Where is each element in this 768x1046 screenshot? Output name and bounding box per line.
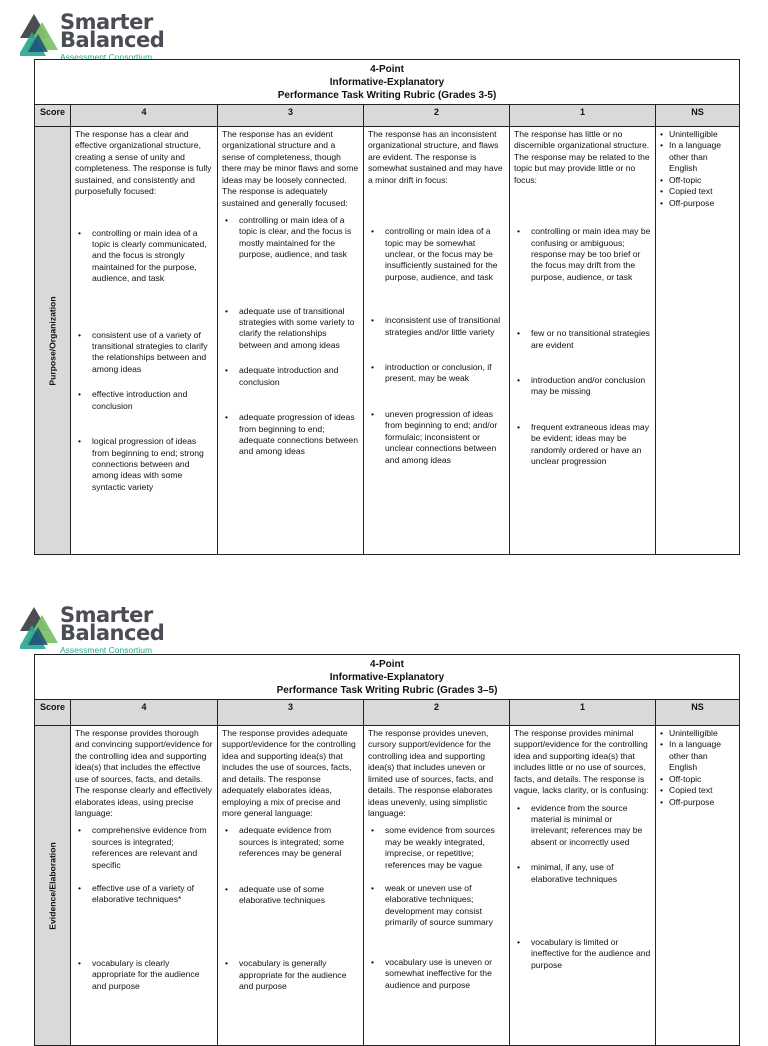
ns-item: • Off-topic — [660, 774, 735, 785]
category-cell — [35, 726, 71, 1046]
criterion-item: • controlling or main idea of a topic may be somewhat unclear, or the focus may be insufficiently sustained for the purpose, audience, and task — [368, 226, 505, 283]
title-points: 4-Point — [370, 64, 404, 75]
score-3-cell — [218, 726, 364, 1046]
criterion-item: • vocabulary use is uneven or somewhat ineffective for the audience and purpose — [368, 957, 505, 991]
criterion-item: • adequate evidence from sources is integrated; some references may be general — [222, 825, 359, 859]
logo-wordmark-smarter: Smarter — [60, 603, 153, 627]
category-label: Evidence/Elaboration — [46, 841, 57, 930]
ns-item: • Copied text — [660, 186, 735, 197]
criterion-item: • adequate progression of ideas from beginning to end; adequate connections between and among ideas — [222, 412, 359, 458]
header-ns: NS — [656, 700, 740, 726]
criterion-item: • vocabulary is limited or ineffective for the audience and purpose — [514, 937, 651, 971]
header-score-4: 4 — [71, 105, 218, 127]
ns-item: • Off-topic — [660, 175, 735, 186]
criterion-item: • some evidence from sources may be weakly integrated, imprecise, or repetitive; references may be vague — [368, 825, 505, 871]
logo-wordmark-smarter: Smarter — [60, 10, 153, 34]
header-score-3: 3 — [218, 700, 364, 726]
logo-wordmark-balanced: Balanced — [60, 28, 165, 52]
criterion-item: • vocabulary is clearly appropriate for the audience and purpose — [75, 958, 213, 992]
logo-triangles-icon — [20, 605, 60, 651]
score-4-cell — [71, 127, 218, 555]
smarter-balanced-logo — [20, 603, 165, 655]
logo-triangles-icon — [20, 12, 60, 58]
ns-item: • Off-purpose — [660, 198, 735, 209]
ns-item: • Off-purpose — [660, 797, 735, 808]
score-4-cell — [71, 726, 218, 1046]
title-genre: Informative-Explanatory — [329, 672, 445, 683]
ns-item: • In a language other than English — [660, 739, 735, 773]
score-3-description: The response provides adequate support/evidence for the controlling idea and supporting idea(s) that includes the use of sources, facts, and details. The response adequately elaborates ideas, employing a mix of precise and more general language: — [222, 728, 356, 818]
ns-item: • Copied text — [660, 785, 735, 796]
score-1-description: The response provides minimal support/evidence for the controlling idea and supporting idea(s) that includes little or no use of sources, facts, and details. The response is vague, lacks clarity, or is confusing: — [514, 728, 649, 796]
ns-item: • Unintelligible — [660, 129, 735, 140]
criterion-item: • few or no transitional strategies are evident — [514, 328, 651, 351]
logo-tagline: Assessment Consortium — [60, 52, 153, 62]
criterion-item: • comprehensive evidence from sources is integrated; references are relevant and specific — [75, 825, 213, 871]
score-2-description: The response has an inconsistent organizational structure, and flaws are evident. The response is somewhat sustained and may have a minor drift in focus: — [368, 129, 503, 185]
ns-item: • In a language other than English — [660, 140, 735, 174]
rubric-table-evidence-elaboration — [34, 654, 740, 1046]
header-score-1: 1 — [510, 700, 656, 726]
header-score-2: 2 — [364, 700, 510, 726]
score-3-description: The response has an evident organizational structure and a sense of completeness, though there may be minor flaws and some ideas may be loosely connected. The response is adequately sustained and generally focused: — [222, 129, 359, 208]
criterion-item: • adequate use of transitional strategies with some variety to clarify the relationships between and among ideas — [222, 306, 359, 352]
ns-item: • Unintelligible — [660, 728, 735, 739]
criterion-item: • adequate introduction and conclusion — [222, 365, 359, 388]
score-1-description: The response has little or no discernible organizational structure. The response may be related to the topic but may provide little or no focus: — [514, 129, 650, 185]
ns-cell — [656, 127, 740, 555]
logo-wordmark-balanced: Balanced — [60, 621, 165, 645]
score-4-description: The response has a clear and effective organizational structure, creating a sense of unity and completeness. The response is fully sustained, and consistently and purposefully focused: — [75, 129, 212, 197]
header-score-1: 1 — [510, 105, 656, 127]
criterion-item: • controlling or main idea of a topic is clearly communicated, and the focus is strongly maintained for the purpose, audience, and task — [75, 228, 213, 285]
title-genre: Informative-Explanatory — [329, 77, 445, 88]
criterion-item: • frequent extraneous ideas may be evident; ideas may be randomly ordered or have an unclear progression — [514, 422, 651, 468]
criterion-item: • vocabulary is generally appropriate for the audience and purpose — [222, 958, 359, 992]
header-score: Score — [35, 105, 71, 127]
header-score-3: 3 — [218, 105, 364, 127]
criterion-item: • controlling or main idea may be confusing or ambiguous; response may be too brief or the focus may drift from the purpose, audience, or task — [514, 226, 651, 283]
header-score-4: 4 — [71, 700, 218, 726]
rubric-table-purpose-organization — [34, 59, 740, 555]
score-2-cell — [364, 127, 510, 555]
score-1-cell — [510, 127, 656, 555]
criterion-item: • logical progression of ideas from beginning to end; strong connections between and among ideas with some syntactic variety — [75, 436, 213, 493]
criterion-item: • evidence from the source material is minimal or irrelevant; references may be absent or incorrectly used — [514, 803, 651, 849]
title-rubric-name: Performance Task Writing Rubric (Grades 3-5) — [277, 90, 497, 101]
header-score: Score — [35, 700, 71, 726]
score-4-description: The response provides thorough and convincing support/evidence for the controlling idea and supporting idea(s) that includes the effective use of sources, facts, and details. The response clearly and effectively elaborates ideas, using precise language: — [75, 728, 213, 818]
score-1-cell — [510, 726, 656, 1046]
rubric-title — [35, 60, 740, 105]
criterion-item: • effective introduction and conclusion — [75, 389, 213, 412]
criterion-item: • introduction and/or conclusion may be missing — [514, 375, 651, 398]
score-3-cell — [218, 127, 364, 555]
title-rubric-name: Performance Task Writing Rubric (Grades 3–5) — [276, 685, 498, 696]
criterion-item: • controlling or main idea of a topic is clear, and the focus is mostly maintained for the purpose, audience, and task — [222, 215, 359, 261]
smarter-balanced-logo — [20, 10, 165, 62]
criterion-item: • uneven progression of ideas from beginning to end; and/or formulaic; inconsistent or unclear connections between and among ideas — [368, 409, 505, 466]
ns-cell — [656, 726, 740, 1046]
header-ns: NS — [656, 105, 740, 127]
criterion-item: • adequate use of some elaborative techniques — [222, 884, 359, 907]
category-cell — [35, 127, 71, 555]
header-score-2: 2 — [364, 105, 510, 127]
criterion-item: • weak or uneven use of elaborative techniques; development may consist primarily of source summary — [368, 883, 505, 929]
logo-tagline: Assessment Consortium — [60, 645, 153, 655]
criterion-item: • consistent use of a variety of transitional strategies to clarify the relationships between and among ideas — [75, 330, 213, 376]
title-points: 4-Point — [370, 659, 404, 670]
rubric-title — [35, 655, 740, 700]
criterion-item: • inconsistent use of transitional strategies and/or little variety — [368, 315, 505, 338]
category-label: Purpose/Organization — [46, 295, 57, 386]
criterion-item: • effective use of a variety of elaborative techniques* — [75, 883, 213, 906]
criterion-item: • introduction or conclusion, if present, may be weak — [368, 362, 505, 385]
criterion-item: • minimal, if any, use of elaborative techniques — [514, 862, 651, 885]
score-2-cell — [364, 726, 510, 1046]
score-2-description: The response provides uneven, cursory support/evidence for the controlling idea and supporting idea(s) that includes uneven or limited use of sources, facts, and details. The response elaborates ideas unevenly, using simplistic language: — [368, 728, 494, 818]
